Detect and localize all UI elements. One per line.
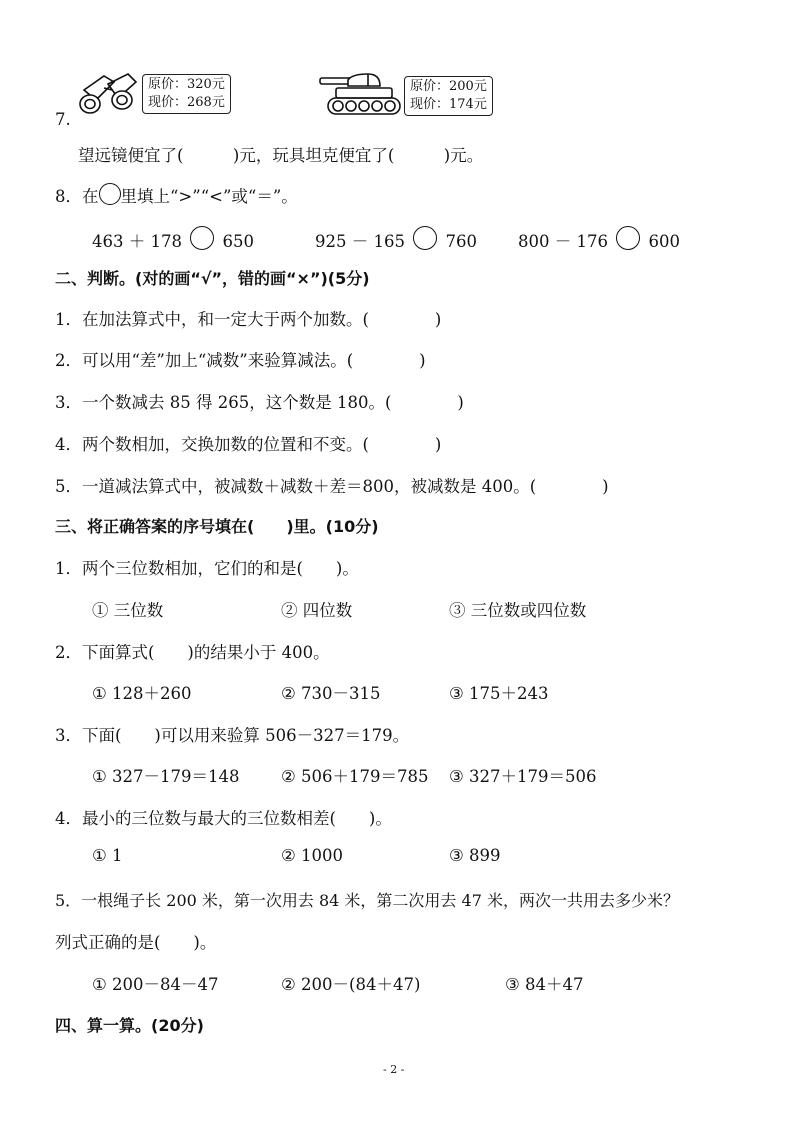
choice-option: ① 三位数 bbox=[92, 601, 164, 620]
compare-circle-icon[interactable] bbox=[616, 226, 640, 250]
binoculars-current-price: 现价：268元 bbox=[148, 95, 225, 110]
compare-expr-3 bbox=[518, 226, 680, 252]
choice-option: ② 四位数 bbox=[281, 601, 353, 620]
section-2-title: 二、判断。(对的画“√”，错的画“×”)(5分) bbox=[55, 269, 370, 288]
compare-right: 600 bbox=[648, 232, 680, 251]
choice-option: ③ 327＋179＝506 bbox=[449, 767, 597, 786]
choice-option: ③ 175＋243 bbox=[449, 684, 549, 703]
tank-original-price: 原价：200元 bbox=[410, 79, 487, 94]
choice-option: ② 200－(84＋47) bbox=[281, 975, 421, 994]
judge-item-4: 4．两个数相加，交换加数的位置和不变。( ) bbox=[55, 435, 442, 454]
compare-left: 925 － 165 bbox=[315, 232, 405, 251]
choice-option: ③ 三位数或四位数 bbox=[449, 601, 587, 620]
question-8-line bbox=[55, 183, 298, 207]
judge-item-2: 2．可以用“差”加上“减数”来验算减法。( ) bbox=[55, 351, 426, 370]
choice-option: ② 730－315 bbox=[281, 684, 381, 703]
compare-right: 760 bbox=[445, 232, 477, 251]
choice-question-1: 1．两个三位数相加，它们的和是( )。 bbox=[55, 559, 359, 578]
choice-question-4: 4．最小的三位数与最大的三位数相差( )。 bbox=[55, 809, 392, 828]
compare-circle-icon[interactable] bbox=[190, 226, 214, 250]
judge-item-1: 1．在加法算式中，和一定大于两个加数。( ) bbox=[55, 310, 442, 329]
toy-tank-icon bbox=[318, 72, 402, 120]
choice-question-5-line2: 列式正确的是( )。 bbox=[55, 933, 217, 952]
binoculars-original-price: 原价：320元 bbox=[148, 77, 225, 92]
choice-option: ① 128＋260 bbox=[92, 684, 192, 703]
section-3-title: 三、将正确答案的序号填在( )里。(10分) bbox=[55, 517, 379, 536]
choice-option: ① 1 bbox=[92, 846, 123, 865]
choice-question-2: 2．下面算式( )的结果小于 400。 bbox=[55, 643, 330, 662]
choice-question-5: 5．一根绳子长 200 米，第一次用去 84 米，第二次用去 47 米，两次一共用去多少米？ bbox=[55, 891, 679, 910]
choice-option: ③ 84＋47 bbox=[505, 975, 584, 994]
binoculars-icon bbox=[78, 70, 140, 116]
question-7-text: 望远镜便宜了( )元，玩具坦克便宜了( )元。 bbox=[78, 146, 484, 165]
compare-right: 650 bbox=[222, 232, 254, 251]
compare-expr-1 bbox=[92, 226, 254, 252]
compare-left: 800 － 176 bbox=[518, 232, 608, 251]
judge-item-3: 3．一个数减去 85 得 265，这个数是 180。( ) bbox=[55, 393, 464, 412]
judge-item-5: 5．一道减法算式中，被减数＋减数＋差＝800，被减数是 400。( ) bbox=[55, 477, 609, 496]
compare-expr-2 bbox=[315, 226, 477, 252]
binoculars-price-box bbox=[142, 74, 231, 114]
question-8-prefix: 8．在 bbox=[55, 187, 99, 206]
question-8-suffix: 里填上“>”“<”或“＝”。 bbox=[120, 187, 298, 206]
page-number: - 2 - bbox=[383, 1063, 405, 1076]
tank-price-box bbox=[404, 76, 493, 116]
choice-option: ② 506＋179＝785 bbox=[281, 767, 429, 786]
choice-option: ② 1000 bbox=[281, 846, 344, 865]
choice-option: ③ 899 bbox=[449, 846, 501, 865]
answer-circle-icon bbox=[99, 183, 121, 205]
compare-left: 463 ＋ 178 bbox=[92, 232, 182, 251]
question-7-number: 7. bbox=[55, 110, 71, 129]
choice-option: ① 327－179＝148 bbox=[92, 767, 240, 786]
tank-current-price: 现价：174元 bbox=[410, 97, 487, 112]
choice-option: ① 200－84－47 bbox=[92, 975, 219, 994]
section-4-title: 四、算一算。(20分) bbox=[55, 1016, 204, 1035]
choice-question-3: 3．下面( )可以用来验算 506－327＝179。 bbox=[55, 726, 410, 745]
compare-circle-icon[interactable] bbox=[413, 226, 437, 250]
